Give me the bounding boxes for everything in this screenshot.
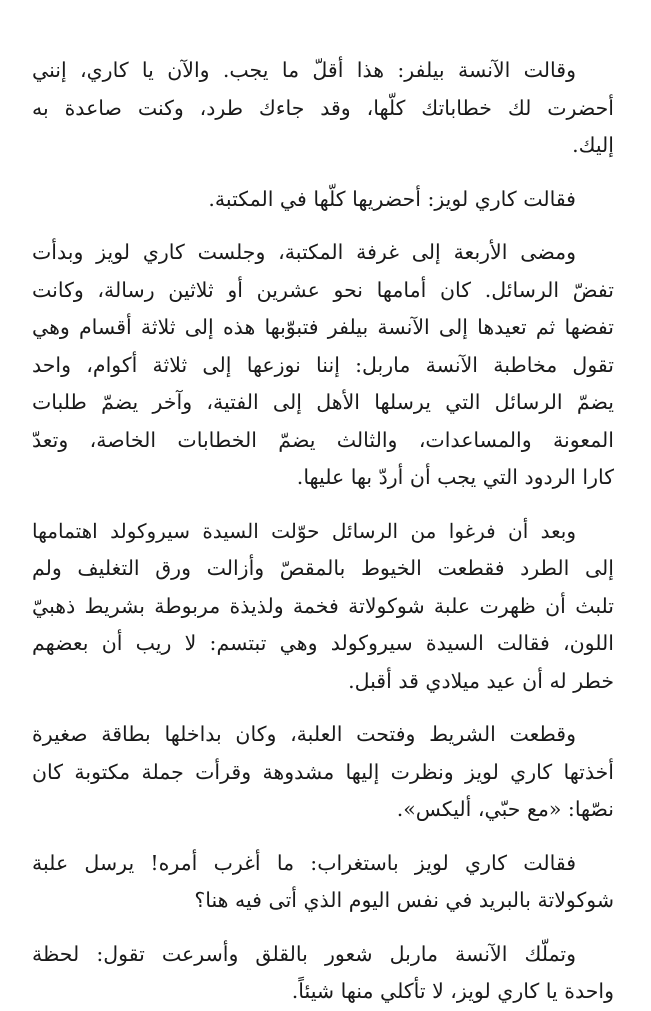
text-line: تقول مخاطبة الآنسة ماربل: إننا نوزعها إلى ثلاثة أكوام، واحد xyxy=(32,352,614,377)
text-line: إليك. xyxy=(572,133,614,157)
book-page xyxy=(32,52,614,1011)
text-line: تفضها ثم تعيدها إلى الآنسة بيلفر فتبوّبها هذه إلى ثلاثة أقسام وهي xyxy=(32,315,614,339)
text-line: واحدة يا كاري لويز، لا تأكلي منها شيئاً. xyxy=(291,979,614,1003)
text-line: نصّها: «مع حبّي، أليكس». xyxy=(396,797,614,821)
text-line: وقالت الآنسة بيلفر: هذا أقلّ ما يجب. والآن يا كاري، إنني xyxy=(32,58,576,82)
text-line: يضمّ الرسائل التي يرسلها الأهل إلى الفتية، وآخر يضمّ طلبات xyxy=(32,390,614,414)
text-line: المعونة والمساعدات، والثالث يضمّ الخطابات الخاصة، وتعدّ xyxy=(32,427,614,452)
text-line: تلبث أن ظهرت علبة شوكولاتة فخمة ولذيذة مربوطة بشريط ذهبيّ xyxy=(32,593,614,618)
text-line: كارا الردود التي يجب أن أردّ بها عليها. xyxy=(296,465,614,489)
paragraph xyxy=(32,845,614,920)
text-line: خطر له أن عيد ميلادي قد أقبل. xyxy=(348,668,614,693)
text-line: ومضى الأربعة إلى غرفة المكتبة، وجلست كاري لويز وبدأت xyxy=(32,240,576,264)
paragraph xyxy=(32,936,614,1011)
text-line: أحضرت لك خطاباتك كلّها، وقد جاءك طرد، وكنت صاعدة به xyxy=(32,95,614,120)
text-line: أخذتها كاري لويز ونظرت إليها مشدوهة وقرأت جملة مكتوبة كان xyxy=(32,759,614,784)
text-line: شوكولاتة بالبريد في نفس اليوم الذي أتى فيه هنا؟ xyxy=(194,888,614,912)
text-line: إلى الطرد فقطعت الخيوط بالمقصّ وأزالت ورق التغليف ولم xyxy=(32,556,614,580)
paragraph xyxy=(32,234,614,497)
paragraph xyxy=(32,52,614,165)
text-line: تفضّ الرسائل. كان أمامها نحو عشرين أو ثلاثين رسالة، وكانت xyxy=(32,277,614,302)
text-line: وقطعت الشريط وفتحت العلبة، وكان بداخلها بطاقة صغيرة xyxy=(32,722,576,746)
text-line: اللون، فقالت السيدة سيروكولد وهي تبتسم: لا ريب أن بعضهم xyxy=(32,631,614,655)
paragraph xyxy=(32,716,614,829)
text-line: فقالت كاري لويز: أحضريها كلّها في المكتبة. xyxy=(208,186,576,211)
paragraph xyxy=(32,181,614,219)
text-line: وتملّك الآنسة ماربل شعور بالقلق وأسرعت تقول: لحظة xyxy=(32,941,576,966)
text-line: فقالت كاري لويز باستغراب: ما أغرب أمره! يرسل علبة xyxy=(32,850,576,875)
paragraph xyxy=(32,513,614,701)
text-line: وبعد أن فرغوا من الرسائل حوّلت السيدة سيروكولد اهتمامها xyxy=(32,518,576,543)
